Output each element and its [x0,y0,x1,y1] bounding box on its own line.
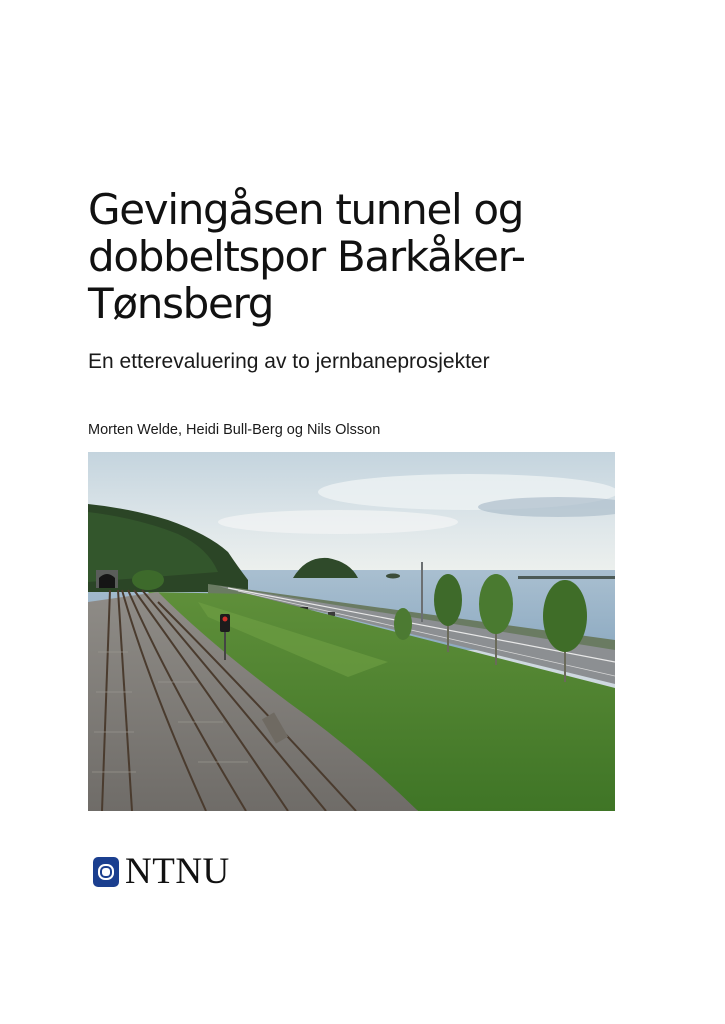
document-authors: Morten Welde, Heidi Bull-Berg og Nils Olsson [88,422,381,438]
title-line-3: Tønsberg [88,279,274,328]
breakwater [518,576,615,579]
title-line-1: Gevingåsen tunnel og [88,185,524,234]
document-subtitle: En etterevaluering av to jernbaneprosjekter [88,350,490,373]
cover-photo [88,452,615,811]
document-title [88,186,648,327]
railway-landscape-image [88,452,615,811]
ntnu-logo-text: NTNU [125,851,230,892]
title-line-2: dobbeltspor Barkåker- [88,232,525,281]
ntnu-logo [93,851,230,892]
ntnu-logo-mark-icon [93,857,119,887]
